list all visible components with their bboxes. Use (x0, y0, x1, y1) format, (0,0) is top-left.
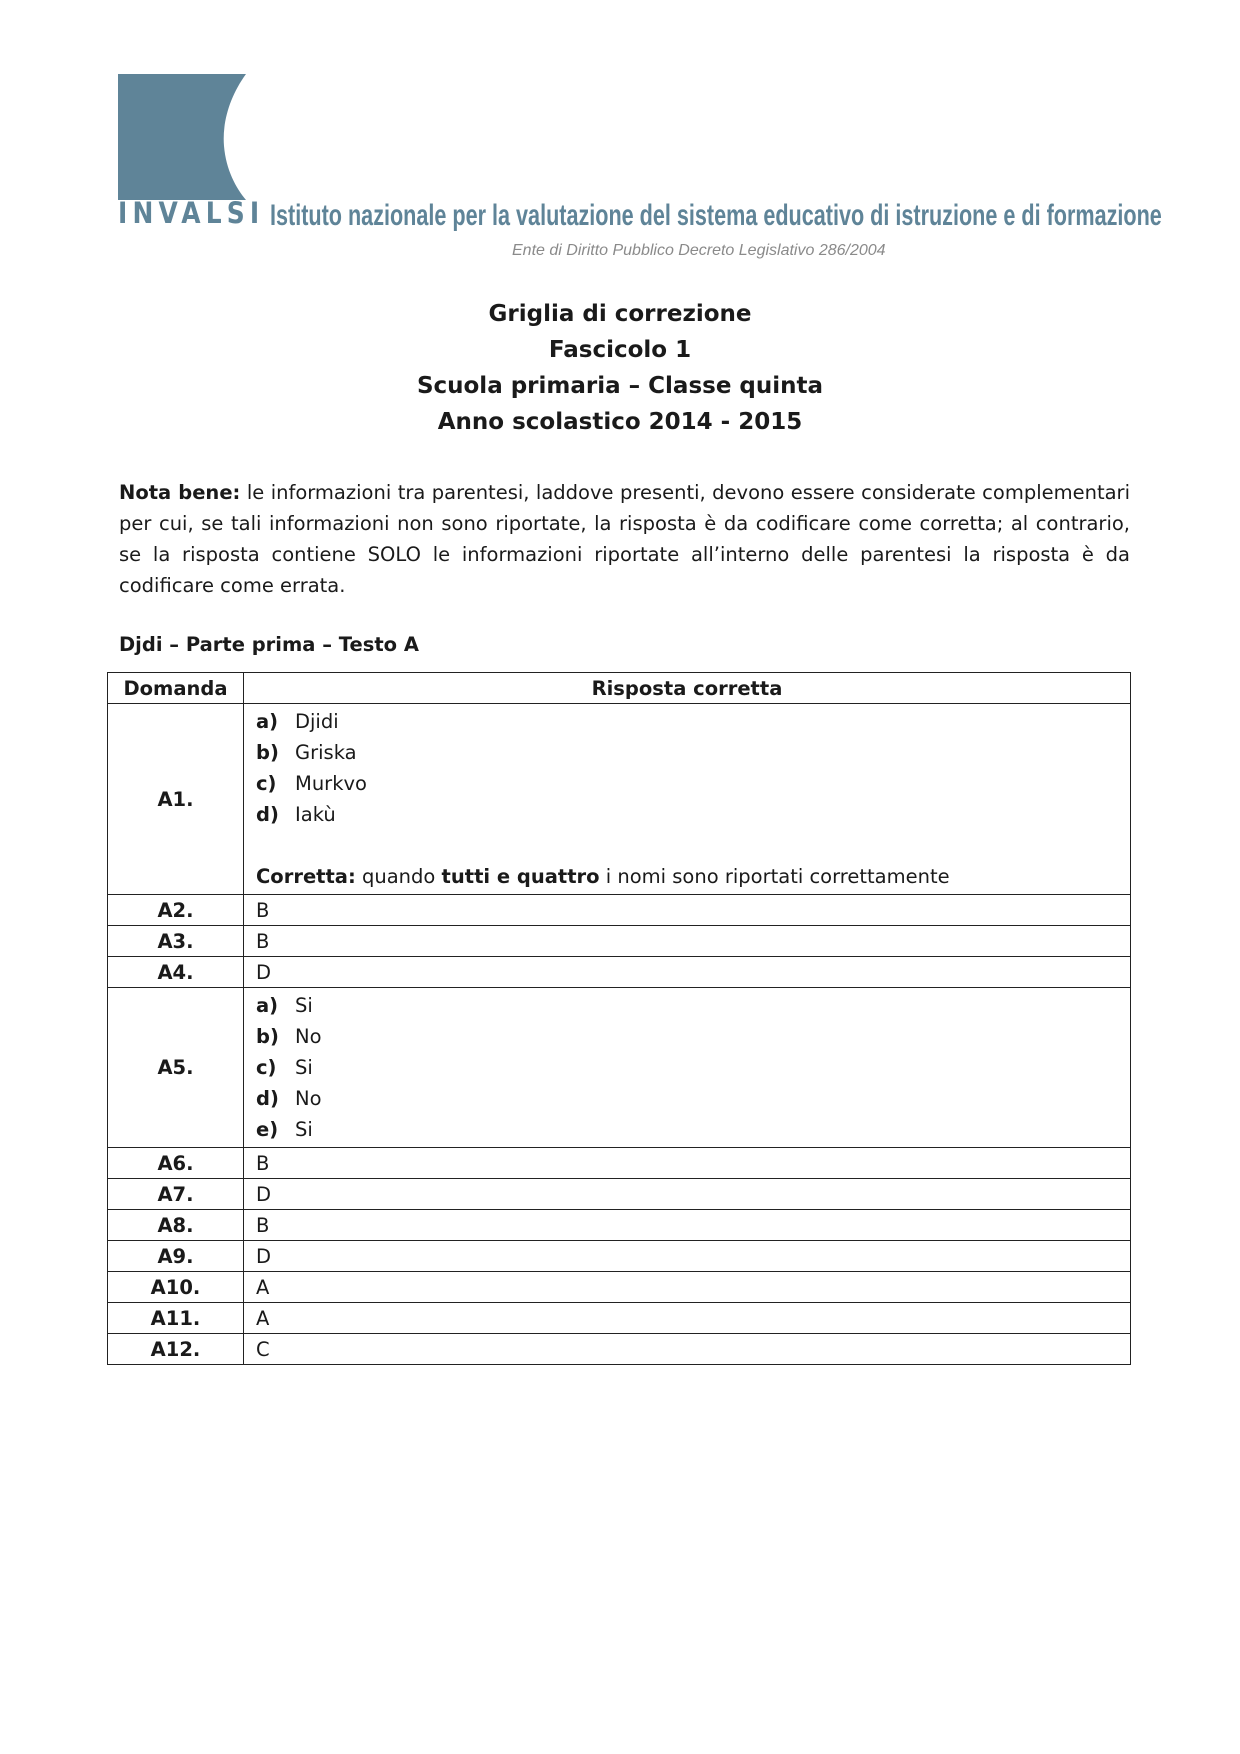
option-key: b) (256, 741, 279, 764)
answer-cell (244, 988, 1131, 1148)
option-value: Iakù (295, 803, 336, 826)
answer-cell: D (244, 957, 1131, 988)
question-cell: A6. (108, 1148, 244, 1179)
question-cell: A5. (108, 988, 244, 1148)
answer-cell: B (244, 926, 1131, 957)
table-row (108, 1148, 1131, 1179)
option-key: a) (256, 994, 279, 1017)
answer-cell: A (244, 1303, 1131, 1334)
table-row (108, 926, 1131, 957)
note-text: le informazioni tra parentesi, laddove presenti, devono essere considerate complementari per cui, se tali informazioni non sono riportate, la risposta è da codificare come corretta; al contrario, se la risposta contiene SOLO le informazioni riportate all’interno delle parentesi la risposta è da codificare come errata. (119, 481, 1130, 597)
criteria-text: quando (361, 865, 436, 888)
title-line-1: Griglia di correzione (488, 301, 752, 327)
note-label: Nota bene: (119, 481, 241, 504)
option-value: Si (295, 994, 313, 1017)
option-value: Si (295, 1118, 313, 1141)
answer-option (256, 799, 1130, 830)
option-key: b) (256, 1025, 279, 1048)
correct-criteria (256, 861, 1130, 892)
option-key: d) (256, 803, 279, 826)
question-cell: A10. (108, 1272, 244, 1303)
question-cell: A9. (108, 1241, 244, 1272)
institute-name: Istituto nazionale per la valutazione del sistema educativo di istruzione e di formazione (270, 199, 1162, 232)
question-cell: A12. (108, 1334, 244, 1365)
title-line-3: Scuola primaria – Classe quinta (416, 373, 824, 399)
option-value: Murkvo (295, 772, 367, 795)
option-value: No (295, 1087, 322, 1110)
question-cell: A2. (108, 895, 244, 926)
option-value: Griska (295, 741, 357, 764)
invalsi-logo-mark (118, 74, 246, 202)
answer-option (256, 737, 1130, 768)
table-row (108, 957, 1131, 988)
table-row (108, 895, 1131, 926)
option-key: c) (256, 1056, 277, 1079)
question-cell: A4. (108, 957, 244, 988)
answer-cell: D (244, 1241, 1131, 1272)
logo-wordmark: INVALSI (118, 196, 265, 230)
answer-option (256, 1052, 1130, 1083)
answer-cell: D (244, 1179, 1131, 1210)
table-row (108, 1241, 1131, 1272)
answer-cell: A (244, 1272, 1131, 1303)
option-key: a) (256, 710, 279, 733)
question-cell: A8. (108, 1210, 244, 1241)
table-row (108, 1334, 1131, 1365)
answer-option (256, 768, 1130, 799)
question-cell: A3. (108, 926, 244, 957)
option-value: Si (295, 1056, 313, 1079)
question-cell: A1. (108, 704, 244, 895)
section-title: Djdi – Parte prima – Testo A (119, 633, 419, 656)
question-cell: A7. (108, 1179, 244, 1210)
institute-subtitle: Ente di Diritto Pubblico Decreto Legislativo 286/2004 (512, 242, 886, 259)
answer-cell: B (244, 895, 1131, 926)
note-paragraph (119, 477, 1130, 601)
answer-option (256, 1114, 1130, 1145)
answer-option (256, 706, 1130, 737)
option-key: e) (256, 1118, 279, 1141)
answer-option (256, 990, 1130, 1021)
answer-cell (244, 704, 1131, 895)
answer-cell: C (244, 1334, 1131, 1365)
table-row (108, 988, 1131, 1148)
table-row (108, 1272, 1131, 1303)
answer-table (107, 672, 1131, 1365)
table-row (108, 1210, 1131, 1241)
table-row (108, 1179, 1131, 1210)
header-risposta: Risposta corretta (244, 673, 1131, 704)
option-value: Djidi (295, 710, 339, 733)
option-value: No (295, 1025, 322, 1048)
table-row (108, 1303, 1131, 1334)
criteria-label: Corretta: (256, 865, 356, 888)
answer-cell: B (244, 1210, 1131, 1241)
option-key: c) (256, 772, 277, 795)
question-cell: A11. (108, 1303, 244, 1334)
document-title (0, 296, 1240, 440)
answer-option (256, 1021, 1130, 1052)
answer-cell: B (244, 1148, 1131, 1179)
title-line-4: Anno scolastico 2014 - 2015 (437, 409, 803, 435)
option-key: d) (256, 1087, 279, 1110)
criteria-emphasis: tutti e quattro (441, 865, 600, 888)
criteria-text: i nomi sono riportati correttamente (605, 865, 950, 888)
title-line-2: Fascicolo 1 (548, 337, 692, 363)
answer-option (256, 1083, 1130, 1114)
table-header-row (108, 673, 1131, 704)
table-row (108, 704, 1131, 895)
header-domanda: Domanda (108, 673, 244, 704)
